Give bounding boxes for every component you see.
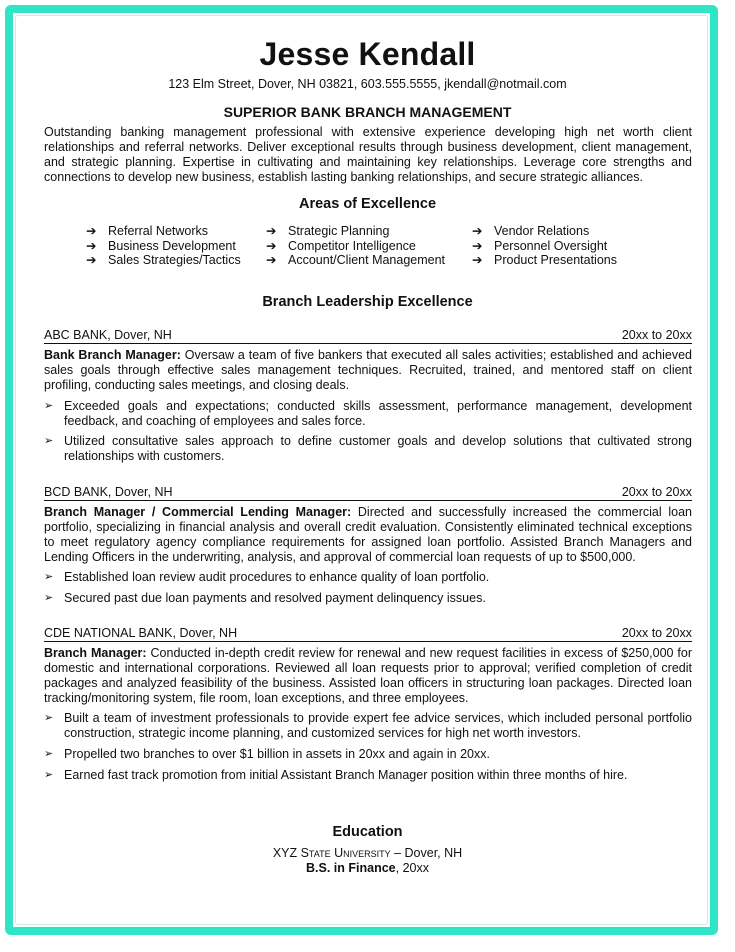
job-header-abc [44, 328, 692, 344]
arrow-icon: ➔ [266, 253, 277, 267]
arrow-icon: ➔ [266, 224, 277, 238]
degree-year: , 20xx [395, 861, 429, 875]
bullet-item: ➢ Established loan review audit procedures to enhance quality of loan portfolio. [44, 570, 490, 584]
arrow-icon: ➔ [472, 238, 483, 253]
employer: CDE NATIONAL BANK, Dover, NH [44, 626, 238, 640]
arrow-icon: ➔ [86, 238, 97, 253]
experience-title: Branch Leadership Excellence [262, 294, 473, 310]
bullet-item: ➢ Exceeded goals and expectations; conducted skills assessment, performance management, development feedback, and coaching of employees and sales force. [44, 399, 692, 428]
school-name: XYZ State University [272, 846, 391, 860]
areas-column-2 [266, 224, 445, 268]
job-header-cde [44, 626, 692, 642]
job-description-abc: Bank Branch Manager: Oversaw a team of five bankers that executed all sales activities; established and achieved sales goals through effective sales management techniques. Recruited, trained, and mentored staff on client profiling, conducting sales meetings, and closing deals. [44, 348, 692, 392]
area-item: ➔ Business Development [86, 238, 236, 253]
bullet-icon: ➢ [44, 400, 54, 412]
job-role: Bank Branch Manager: [44, 348, 181, 362]
school-location: – Dover, NH [390, 846, 463, 860]
bullet-item: ➢ Utilized consultative sales approach to define customer goals and develop solutions that cultivated strong relationships with customers. [44, 434, 692, 463]
bullet-icon: ➢ [44, 571, 54, 583]
area-item: ➔ Personnel Oversight [472, 238, 608, 253]
bullet-icon: ➢ [44, 435, 54, 447]
arrow-icon: ➔ [86, 224, 97, 238]
arrow-icon: ➔ [472, 253, 483, 267]
bullet-icon: ➢ [44, 592, 54, 604]
headline: SUPERIOR BANK BRANCH MANAGEMENT [223, 104, 512, 120]
area-item: ➔ Sales Strategies/Tactics [86, 253, 241, 267]
areas-title: Areas of Excellence [298, 196, 437, 212]
areas-list [86, 224, 646, 270]
job-header-bcd [44, 485, 692, 501]
areas-column-3 [472, 224, 617, 268]
contact-line: 123 Elm Street, Dover, NH 03821, 603.555.5555, jkendall@notmail.com [168, 77, 567, 91]
area-item: ➔ Vendor Relations [472, 224, 590, 238]
job-bullets-abc [44, 399, 692, 464]
bullet-item: ➢ Built a team of investment professionals to provide expert fee advice services, which included personal portfolio construction, strategic income planning, and customized services for high net worth investors. [44, 711, 692, 740]
arrow-icon: ➔ [266, 238, 277, 253]
area-item: ➔ Referral Networks [86, 224, 209, 238]
resume-name: Jesse Kendall [259, 36, 476, 72]
job-bullets-bcd [44, 570, 692, 606]
area-item: ➔ Competitor Intelligence [266, 238, 416, 253]
bullet-item: ➢ Secured past due loan payments and resolved payment delinquency issues. [44, 591, 486, 605]
job-dates: 20xx to 20xx [621, 328, 692, 342]
bullet-icon: ➢ [44, 769, 54, 781]
bullet-icon: ➢ [44, 712, 54, 724]
job-description-cde: Branch Manager: Conducted in-depth credit review for renewal and new request facilities in excess of $250,000 for domestic and international corporations. Reviewed all loan requests prior to approval; verified completion of credit packages and analyzed feasibility of the business. Assisted loan officers in structuring loan packages. Directed loan tracking/monitoring system, file room, loan exceptions, and three employees. [44, 646, 692, 705]
degree: B.S. in Finance [306, 861, 396, 875]
summary-paragraph: Outstanding banking management professional with extensive experience developing high net worth client relationships and referral networks. Deliver exceptional results through business development, client management, and strategic planning. Expertise in cultivating and maintaining key relationships. Leverage core strengths and connections to develop new business, establish lasting banking relationships, and secure strategic alliances. [44, 125, 692, 184]
job-dates: 20xx to 20xx [621, 485, 692, 499]
job-dates: 20xx to 20xx [621, 626, 692, 640]
employer: BCD BANK, Dover, NH [44, 485, 173, 499]
bullet-item: ➢ Earned fast track promotion from initial Assistant Branch Manager position within three months of hire. [44, 768, 628, 782]
job-bullets-cde [44, 711, 692, 783]
arrow-icon: ➔ [472, 224, 483, 238]
education-degree [0, 861, 735, 876]
education-school [0, 846, 735, 861]
job-description-bcd: Branch Manager / Commercial Lending Manager: Directed and successfully increased the commercial loan portfolio, specializing in financial analysis and overall credit evaluation. Consistently eliminated technical exceptions to meet regulatory agency compliance requirements for assigned loan portfolio. Assisted Branch Managers and Lending Officers in the underwriting, analysis, and approval of commercial loan requests of up to $500,000. [44, 505, 692, 564]
areas-column-1 [86, 224, 241, 268]
bullet-icon: ➢ [44, 748, 54, 760]
area-item: ➔ Strategic Planning [266, 224, 390, 238]
education-title: Education [332, 824, 403, 840]
bullet-item: ➢ Propelled two branches to over $1 billion in assets in 20xx and again in 20xx. [44, 747, 490, 761]
job-role: Branch Manager / Commercial Lending Manager: [44, 505, 352, 519]
area-item: ➔ Account/Client Management [266, 253, 446, 267]
job-role: Branch Manager: [44, 646, 147, 660]
area-item: ➔ Product Presentations [472, 253, 617, 267]
employer: ABC BANK, Dover, NH [44, 328, 172, 342]
arrow-icon: ➔ [86, 253, 97, 267]
